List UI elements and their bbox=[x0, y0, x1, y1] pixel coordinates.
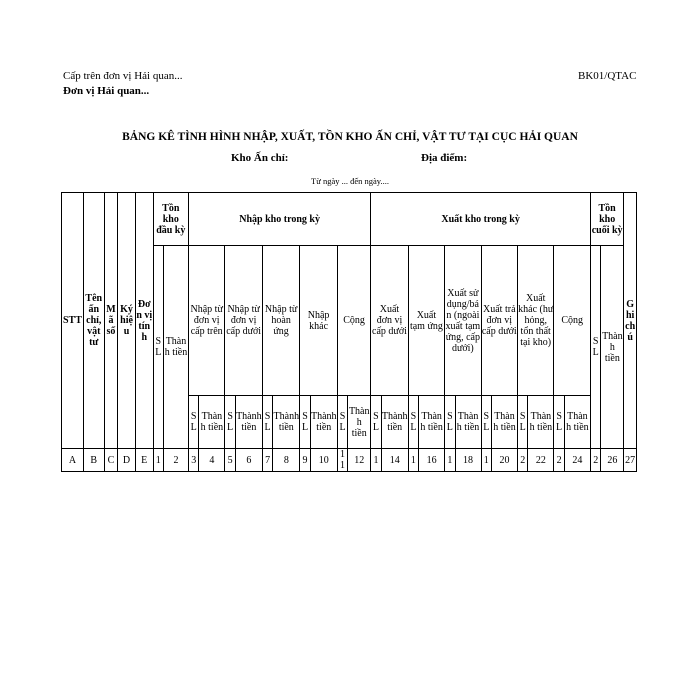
sub-qty: SL bbox=[408, 396, 418, 449]
index-cell: 16 bbox=[419, 449, 445, 472]
form-code: BK01/QTAC bbox=[578, 70, 637, 82]
index-cell: 6 bbox=[235, 449, 262, 472]
warehouse-label: Kho Ấn chỉ: bbox=[231, 152, 289, 164]
export-to-subordinate: Xuất đơn vị cấp dưới bbox=[371, 246, 408, 396]
sub-qty: SL bbox=[481, 396, 491, 449]
sub-amount: Thành tiền bbox=[528, 396, 554, 449]
closing-qty: SL bbox=[590, 246, 600, 449]
export-use-sale: Xuất sử dụng/bán (ngoài xuất tạm ứng, cấp dưới) bbox=[445, 246, 481, 396]
sub-amount: Thành tiền bbox=[235, 396, 262, 449]
index-cell: 2 bbox=[554, 449, 564, 472]
index-cell: 18 bbox=[455, 449, 481, 472]
sub-amount: Thành tiền bbox=[348, 396, 371, 449]
index-cell: 24 bbox=[564, 449, 590, 472]
sub-qty: SL bbox=[445, 396, 455, 449]
index-cell: B bbox=[83, 449, 104, 472]
sub-qty: SL bbox=[517, 396, 527, 449]
import-other: Nhập khác bbox=[300, 246, 337, 396]
import-from-refund: Nhập từ hoàn ứng bbox=[262, 246, 299, 396]
export-return-subordinate: Xuất trả đơn vị cấp dưới bbox=[481, 246, 517, 396]
index-cell: 9 bbox=[300, 449, 310, 472]
col-note: Ghi chú bbox=[624, 193, 637, 449]
sub-amount: Thành tiền bbox=[491, 396, 517, 449]
index-cell: 1 bbox=[153, 449, 163, 472]
index-cell: 26 bbox=[601, 449, 624, 472]
index-cell: E bbox=[135, 449, 153, 472]
import-total: Cộng bbox=[337, 246, 370, 396]
export-advance: Xuất tạm ứng bbox=[408, 246, 444, 396]
import-from-subordinate: Nhập từ đơn vị cấp dưới bbox=[225, 246, 262, 396]
index-cell: 3 bbox=[188, 449, 198, 472]
index-cell: C bbox=[104, 449, 118, 472]
index-cell: 11 bbox=[337, 449, 347, 472]
inventory-table bbox=[61, 192, 637, 472]
opening-amount: Thành tiền bbox=[163, 246, 188, 449]
index-cell: 7 bbox=[262, 449, 272, 472]
index-cell: 1 bbox=[445, 449, 455, 472]
parent-unit-label: Cấp trên đơn vị Hải quan... bbox=[63, 70, 183, 82]
col-stt: STT bbox=[62, 193, 84, 449]
sub-amount: Thành tiền bbox=[564, 396, 590, 449]
col-opening: Tồn kho đầu kỳ bbox=[153, 193, 188, 246]
sub-amount: Thành tiền bbox=[199, 396, 225, 449]
index-cell: 2 bbox=[517, 449, 527, 472]
index-cell: 2 bbox=[163, 449, 188, 472]
index-cell: 10 bbox=[310, 449, 337, 472]
index-cell: 4 bbox=[199, 449, 225, 472]
sub-qty: SL bbox=[554, 396, 564, 449]
index-cell: 27 bbox=[624, 449, 637, 472]
col-export-group: Xuất kho trong kỳ bbox=[371, 193, 591, 246]
opening-qty: SL bbox=[153, 246, 163, 449]
index-cell: 22 bbox=[528, 449, 554, 472]
sub-qty: SL bbox=[300, 396, 310, 449]
index-cell: 2 bbox=[590, 449, 600, 472]
sub-qty: SL bbox=[188, 396, 198, 449]
sub-qty: SL bbox=[337, 396, 347, 449]
col-code: Mã số bbox=[104, 193, 118, 449]
index-cell: 5 bbox=[225, 449, 235, 472]
col-closing: Tồn kho cuối kỳ bbox=[590, 193, 623, 246]
index-cell: 1 bbox=[371, 449, 381, 472]
index-cell: D bbox=[118, 449, 136, 472]
index-cell: 1 bbox=[408, 449, 418, 472]
index-cell: A bbox=[62, 449, 84, 472]
import-from-superior: Nhập từ đơn vị cấp trên bbox=[188, 246, 224, 396]
col-symbol: Ký hiệu bbox=[118, 193, 136, 449]
unit-label: Đơn vị Hải quan... bbox=[63, 85, 150, 97]
col-unit: Đơn vị tính bbox=[135, 193, 153, 449]
sub-amount: Thành tiền bbox=[381, 396, 408, 449]
index-cell: 8 bbox=[273, 449, 300, 472]
col-item-name: Tên ấn chỉ, vật tư bbox=[83, 193, 104, 449]
index-cell: 1 bbox=[481, 449, 491, 472]
sub-amount: Thành tiền bbox=[419, 396, 445, 449]
location-label: Địa điểm: bbox=[421, 152, 468, 164]
sub-qty: SL bbox=[262, 396, 272, 449]
col-import-group: Nhập kho trong kỳ bbox=[188, 193, 370, 246]
export-other: Xuất khác (hư hỏng, tổn thất tại kho) bbox=[517, 246, 553, 396]
sub-qty: SL bbox=[225, 396, 235, 449]
sub-qty: SL bbox=[371, 396, 381, 449]
closing-amount: Thành tiền bbox=[601, 246, 624, 449]
sub-amount: Thành tiền bbox=[455, 396, 481, 449]
index-cell: 20 bbox=[491, 449, 517, 472]
index-cell: 12 bbox=[348, 449, 371, 472]
document-title: BẢNG KÊ TÌNH HÌNH NHẬP, XUẤT, TỒN KHO ẤN CHỈ, VẬT TƯ TẠI CỤC HẢI QUAN bbox=[122, 131, 578, 143]
index-cell: 14 bbox=[381, 449, 408, 472]
sub-amount: Thành tiền bbox=[273, 396, 300, 449]
date-range: Từ ngày ... đến ngày.... bbox=[311, 176, 389, 186]
sub-amount: Thành tiền bbox=[310, 396, 337, 449]
export-total: Cộng bbox=[554, 246, 591, 396]
